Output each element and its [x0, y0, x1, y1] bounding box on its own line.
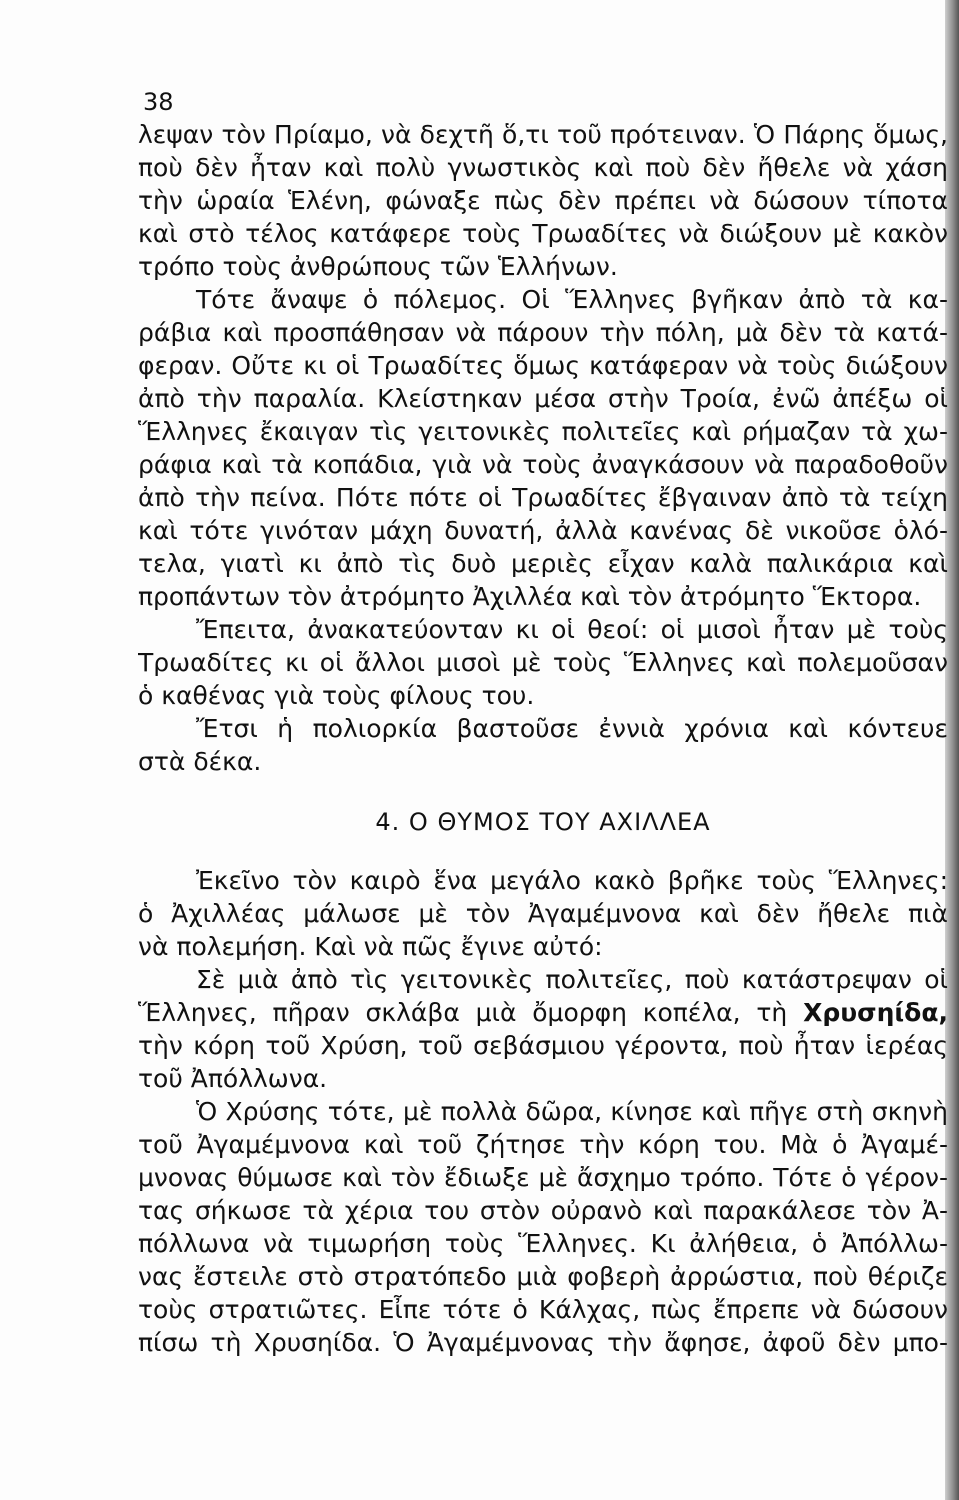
paragraph-5 — [138, 864, 948, 963]
text-line: ἀπὸ τὴν πείνα. Πότε πότε οἱ Τρωαδίτες ἔβγαιναν ἀπὸ τὰ τείχη — [138, 483, 948, 512]
section-heading: 4. Ο ΘΥΜΟΣ ΤΟΥ ΑΧΙΛΛΕΑ — [375, 808, 711, 836]
paragraph-3 — [138, 613, 948, 712]
book-page — [138, 118, 948, 1359]
paragraph-6 — [138, 963, 948, 1095]
text-line: πίσω τὴ Χρυσηίδα. Ὁ Ἀγαμέμνονας τὴν ἄφησε, ἀφοῦ δὲν μπο- — [138, 1328, 948, 1357]
text-line: καὶ στὸ τέλος κατάφερε τοὺς Τρωαδίτες νὰ διώξουν μὲ κακὸν — [138, 219, 948, 248]
text-line: στὰ δέκα. — [138, 747, 262, 776]
text-line: τὴν κόρη τοῦ Χρύση, τοῦ σεβάσμιου γέροντα, ποὺ ἦταν ἱερέας — [138, 1031, 948, 1060]
text-line: Σὲ μιὰ ἀπὸ τὶς γειτονικὲς πολιτεῖες, ποὺ κατάστρεψαν οἱ — [196, 965, 948, 994]
paragraph-4 — [138, 712, 948, 778]
text-line: τοῦ Ἀπόλλωνα. — [138, 1064, 328, 1093]
text-segment: Ἕλληνες, πῆραν σκλάβα μιὰ ὄμορφη κοπέλα, τὴ — [138, 998, 804, 1027]
page-number: 38 — [143, 88, 174, 116]
text-line: Ἐκεῖνο τὸν καιρὸ ἕνα μεγάλο κακὸ βρῆκε τοὺς Ἕλληνες: — [196, 866, 948, 895]
text-line: τοῦ Ἀγαμέμνονα καὶ τοῦ ζήτησε τὴν κόρη του. Μὰ ὁ Ἀγαμέ- — [138, 1130, 948, 1159]
text-line: τρόπο τοὺς ἀνθρώπους τῶν Ἑλλήνων. — [138, 252, 618, 281]
text-line-with-name — [138, 996, 948, 1029]
text-line: νὰ πολεμήση. Καὶ νὰ πῶς ἔγινε αὐτό: — [138, 932, 603, 961]
text-line: ποὺ δὲν ἦταν καὶ πολὺ γνωστικὸς καὶ ποὺ δὲν ἤθελε νὰ χάση — [138, 153, 948, 182]
paragraph-1 — [138, 118, 948, 283]
text-line: Τότε ἄναψε ὁ πόλεμος. Οἱ Ἕλληνες βγῆκαν ἀπὸ τὰ κα- — [196, 285, 948, 314]
text-line: ὁ καθένας γιὰ τοὺς φίλους του. — [138, 681, 535, 710]
text-line: Ὁ Χρύσης τότε, μὲ πολλὰ δῶρα, κίνησε καὶ πῆγε στὴ σκηνὴ — [196, 1097, 948, 1126]
text-line: Τρωαδίτες κι οἱ ἄλλοι μισοὶ μὲ τοὺς Ἕλληνες καὶ πολεμοῦσαν — [138, 648, 948, 677]
text-line: τας σήκωσε τὰ χέρια του στὸν οὐρανὸ καὶ παρακάλεσε τὸν Ἀ- — [138, 1196, 948, 1225]
paragraph-7 — [138, 1095, 948, 1359]
text-line: μνονας θύμωσε καὶ τὸν ἔδιωξε μὲ ἄσχημο τρόπο. Τότε ὁ γέρον- — [138, 1163, 948, 1192]
text-line: καὶ τότε γινόταν μάχη δυνατή, ἀλλὰ κανένας δὲ νικοῦσε ὁλό- — [138, 516, 948, 545]
text-line: τελα, γιατὶ κι ἀπὸ τὶς δυὸ μεριὲς εἶχαν καλὰ παλικάρια καὶ — [138, 549, 948, 578]
text-line: Ἕλληνες ἔκαιγαν τὶς γειτονικὲς πολιτεῖες καὶ ρήμαζαν τὰ χω- — [138, 417, 948, 446]
text-line: φεραν. Οὔτε κι οἱ Τρωαδίτες ὅμως κατάφεραν νὰ τοὺς διώξουν — [138, 351, 948, 380]
text-line: νας ἔστειλε στὸ στρατόπεδο μιὰ φοβερὴ ἀρρώστια, ποὺ θέριζε — [138, 1262, 948, 1291]
text-line: τὴν ὡραία Ἑλένη, φώναξε πὼς δὲν πρέπει νὰ δώσουν τίποτα — [138, 186, 948, 215]
text-line: τοὺς στρατιῶτες. Εἶπε τότε ὁ Κάλχας, πὼς ἔπρεπε νὰ δώσουν — [138, 1295, 948, 1324]
text-line: ἀπὸ τὴν παραλία. Κλείστηκαν μέσα στὴν Τροία, ἐνῶ ἀπέξω οἱ — [138, 384, 948, 413]
text-line: προπάντων τὸν ἀτρόμητο Ἀχιλλέα καὶ τὸν ἀτρόμητο Ἕκτορα. — [138, 582, 922, 611]
text-line: Ἔπειτα, ἀνακατεύονταν κι οἱ θεοί: οἱ μισοὶ ἦταν μὲ τοὺς — [196, 615, 948, 644]
paragraph-2 — [138, 283, 948, 613]
text-line: ράφια καὶ τὰ κοπάδια, γιὰ νὰ τοὺς ἀναγκάσουν νὰ παραδοθοῦν — [138, 450, 948, 479]
text-line: ράβια καὶ προσπάθησαν νὰ πάρουν τὴν πόλη, μὰ δὲν τὰ κατά- — [138, 318, 948, 347]
text-line: πόλλωνα νὰ τιμωρήση τοὺς Ἕλληνες. Κι ἀλήθεια, ὁ Ἀπόλλω- — [138, 1229, 948, 1258]
text-line: Ἔτσι ἡ πολιορκία βαστοῦσε ἐννιὰ χρόνια καὶ κόντευε — [196, 714, 948, 743]
section-gap — [138, 778, 948, 800]
text-line: λεψαν τὸν Πρίαμο, νὰ δεχτῆ ὅ,τι τοῦ πρότειναν. Ὁ Πάρης ὅμως, — [138, 120, 948, 149]
text-line: ὁ Ἀχιλλέας μάλωσε μὲ τὸν Ἀγαμέμνονα καὶ δὲν ἤθελε πιὰ — [138, 899, 948, 928]
bold-name: Χρυσηίδα, — [803, 998, 948, 1027]
